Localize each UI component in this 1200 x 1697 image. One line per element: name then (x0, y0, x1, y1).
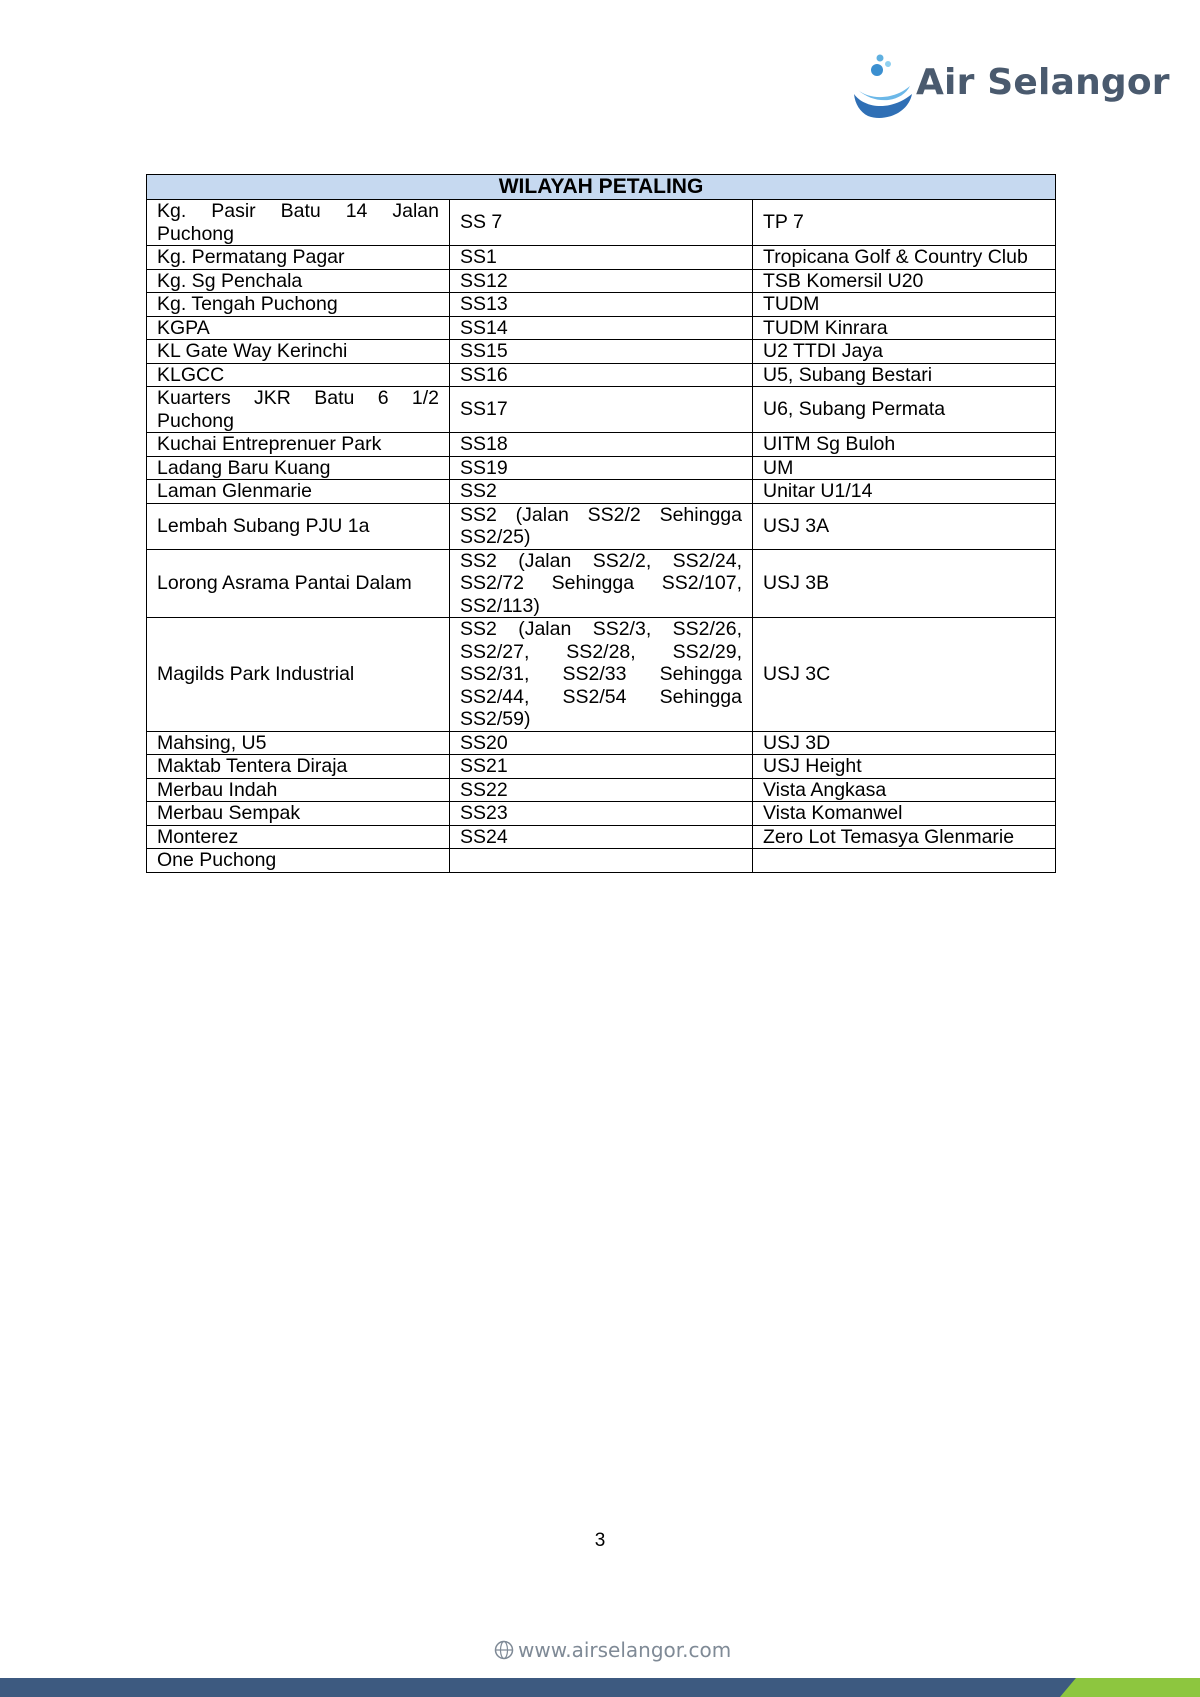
table-cell: Vista Komanwel (753, 802, 1056, 826)
table-cell: USJ 3D (753, 731, 1056, 755)
table-cell: SS1 (450, 246, 753, 270)
table-cell: USJ 3C (753, 618, 1056, 732)
table-cell: Magilds Park Industrial (147, 618, 450, 732)
table-row (147, 618, 1056, 732)
table-cell: U6, Subang Permata (753, 387, 1056, 433)
table-cell: SS22 (450, 778, 753, 802)
table-cell: Kg. Tengah Puchong (147, 293, 450, 317)
table-cell: SS 7 (450, 200, 753, 246)
table-cell: KGPA (147, 316, 450, 340)
table-cell: Merbau Indah (147, 778, 450, 802)
table-cell: SS12 (450, 269, 753, 293)
table-cell: TUDM Kinrara (753, 316, 1056, 340)
table-cell: Tropicana Golf & Country Club (753, 246, 1056, 270)
table-cell: SS15 (450, 340, 753, 364)
table-cell: SS23 (450, 802, 753, 826)
table-cell: SS2 (Jalan SS2/2, SS2/24, SS2/72 Sehingga SS2/107, SS2/113) (450, 549, 753, 618)
table-cell: Unitar U1/14 (753, 480, 1056, 504)
table-cell: U5, Subang Bestari (753, 363, 1056, 387)
table-cell: SS16 (450, 363, 753, 387)
table-cell: Mahsing, U5 (147, 731, 450, 755)
table-cell: KLGCC (147, 363, 450, 387)
table-row (147, 200, 1056, 246)
table-row (147, 549, 1056, 618)
table-cell: SS19 (450, 456, 753, 480)
wilayah-table (146, 174, 1056, 873)
table-cell: Kg. Permatang Pagar (147, 246, 450, 270)
table-row (147, 316, 1056, 340)
footer-bar-blue (0, 1678, 1200, 1697)
table-row (147, 387, 1056, 433)
table-cell: One Puchong (147, 849, 450, 873)
globe-icon (494, 1640, 514, 1660)
footer-url-text: www.airselangor.com (518, 1638, 732, 1662)
table-body (147, 200, 1056, 873)
table-cell: SS2 (450, 480, 753, 504)
table-row (147, 802, 1056, 826)
table-row (147, 825, 1056, 849)
table-cell: SS14 (450, 316, 753, 340)
table-cell: TSB Komersil U20 (753, 269, 1056, 293)
table-cell: Merbau Sempak (147, 802, 450, 826)
table-cell: Kuchai Entreprenuer Park (147, 433, 450, 457)
table-cell: SS21 (450, 755, 753, 779)
table-cell: SS17 (450, 387, 753, 433)
table-row (147, 456, 1056, 480)
table-row (147, 363, 1056, 387)
table-row (147, 269, 1056, 293)
table-cell: SS2 (Jalan SS2/2 Sehingga SS2/25) (450, 503, 753, 549)
table-row (147, 778, 1056, 802)
table-cell: UITM Sg Buloh (753, 433, 1056, 457)
table-cell: SS2 (Jalan SS2/3, SS2/26, SS2/27, SS2/28, SS2/29, SS2/31, SS2/33 Sehingga SS2/44, SS2/54 Sehingga SS2/59) (450, 618, 753, 732)
table-cell: Zero Lot Temasya Glenmarie (753, 825, 1056, 849)
table-cell: Maktab Tentera Diraja (147, 755, 450, 779)
table-row (147, 340, 1056, 364)
logo-text: Air Selangor (916, 62, 1170, 103)
table-cell: Vista Angkasa (753, 778, 1056, 802)
table-cell: Monterez (147, 825, 450, 849)
table-row (147, 246, 1056, 270)
table-cell: SS18 (450, 433, 753, 457)
table-cell: U2 TTDI Jaya (753, 340, 1056, 364)
table-cell (753, 849, 1056, 873)
table-cell: Lorong Asrama Pantai Dalam (147, 549, 450, 618)
table-cell: SS20 (450, 731, 753, 755)
table-cell: Lembah Subang PJU 1a (147, 503, 450, 549)
table-cell: KL Gate Way Kerinchi (147, 340, 450, 364)
table-cell: Kg. Sg Penchala (147, 269, 450, 293)
table-row (147, 433, 1056, 457)
table-cell: TUDM (753, 293, 1056, 317)
table-cell: Laman Glenmarie (147, 480, 450, 504)
table-row (147, 849, 1056, 873)
water-drop-logo-icon (850, 50, 920, 122)
page-number: 3 (594, 1530, 606, 1551)
table-cell: Kuarters JKR Batu 6 1/2 Puchong (147, 387, 450, 433)
table-cell: SS13 (450, 293, 753, 317)
table-cell: Ladang Baru Kuang (147, 456, 450, 480)
footer-bar-green (1060, 1678, 1200, 1697)
table-row (147, 480, 1056, 504)
table-row (147, 755, 1056, 779)
table-row (147, 293, 1056, 317)
footer-brand-bar (0, 1678, 1200, 1697)
table-cell: USJ Height (753, 755, 1056, 779)
table-cell: Kg. Pasir Batu 14 Jalan Puchong (147, 200, 450, 246)
footer-url (494, 1637, 731, 1663)
table-row (147, 731, 1056, 755)
table-cell: USJ 3A (753, 503, 1056, 549)
air-selangor-logo (850, 50, 1170, 122)
table-cell (450, 849, 753, 873)
table-cell: SS24 (450, 825, 753, 849)
table-cell: UM (753, 456, 1056, 480)
table-title: WILAYAH PETALING (147, 175, 1056, 200)
table-cell: TP 7 (753, 200, 1056, 246)
table-cell: USJ 3B (753, 549, 1056, 618)
table-row (147, 503, 1056, 549)
